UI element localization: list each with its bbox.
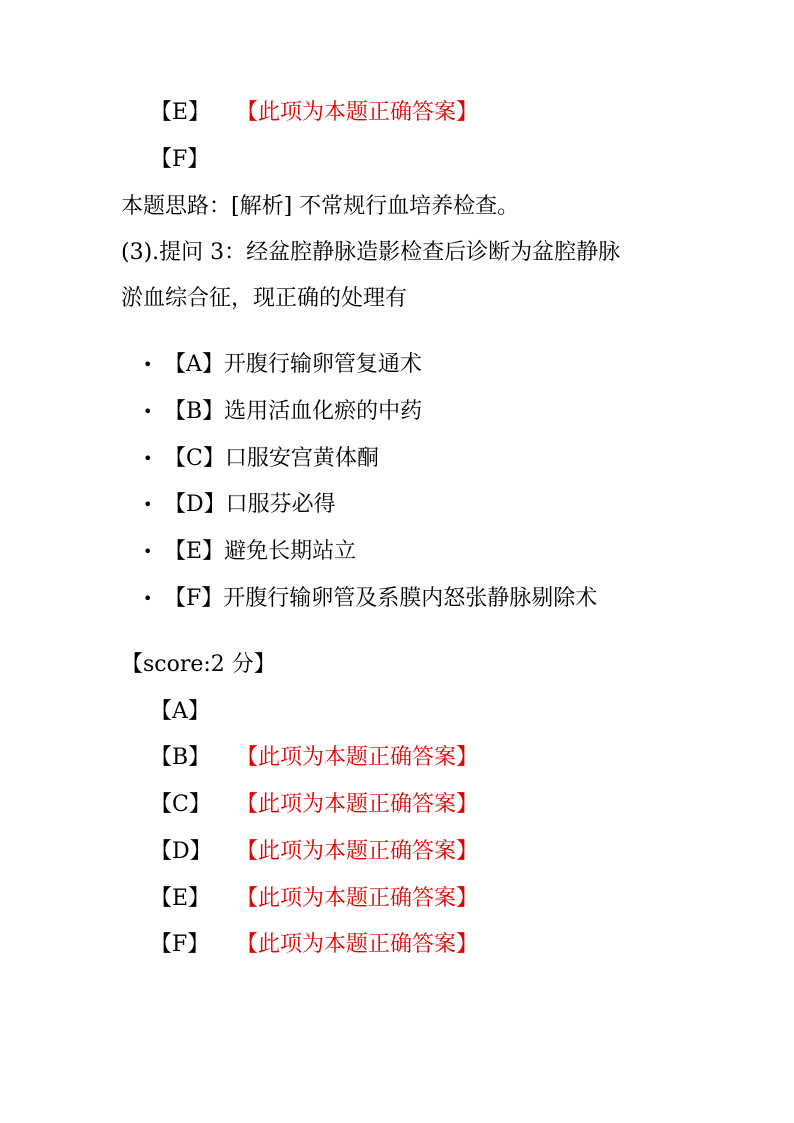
answer-label: 【C】 [150,792,211,817]
correct-answer-note: 【此项为本题正确答案】 [236,839,479,864]
answer-row-c [150,790,570,820]
option-label: 【E】 [164,539,225,564]
option-label: 【D】 [164,492,226,517]
option-label: 【B】 [164,399,225,424]
answer-row-e [150,884,570,914]
list-item [0,350,794,380]
question-line-2: 淤血综合征，现正确的处理有 [121,286,408,311]
option-text: 口服安宫黄体酮 [224,446,379,471]
correct-answer-note: 【此项为本题正确答案】 [236,792,479,817]
option-label: 【F】 [164,586,224,611]
list-item [0,490,794,520]
answer-label: 【A】 [150,699,210,724]
bullet-icon: • [143,542,153,561]
answer-label: 【E】 [150,100,211,125]
answer-row-b [150,743,570,773]
answer-row-d [150,837,570,867]
answer-label: 【F】 [150,932,210,957]
list-item [0,584,794,614]
explanation-text: 本题思路：[解析] 不常规行血培养检查。 [121,194,520,219]
correct-answer-note: 【此项为本题正确答案】 [236,100,479,125]
list-item [0,444,794,474]
correct-answer-note: 【此项为本题正确答案】 [236,932,479,957]
option-text: 避免长期站立 [224,539,357,564]
score-label: 【score:2 分】 [121,652,276,677]
answer-row-f [150,930,570,960]
option-text: 选用活血化瘀的中药 [224,399,423,424]
answer-label: 【E】 [150,886,211,911]
bullet-icon: • [143,402,153,421]
answer-label: 【F】 [150,147,210,172]
answer-row-a [150,697,570,727]
answer-label: 【B】 [150,745,211,770]
list-item [0,537,794,567]
bullet-icon: • [143,589,153,608]
option-label: 【C】 [164,446,225,471]
correct-answer-note: 【此项为本题正确答案】 [236,886,479,911]
list-item [0,397,794,427]
bullet-icon: • [143,355,153,374]
bullet-icon: • [143,495,153,514]
question-line-1: (3).提问 3：经盆腔静脉造影检查后诊断为盆腔静脉 [121,240,621,265]
option-text: 口服芬必得 [225,492,336,517]
prev-answer-row-e [150,98,570,128]
answer-label: 【D】 [150,839,212,864]
prev-answer-row-f [150,145,570,175]
correct-answer-note: 【此项为本题正确答案】 [236,745,479,770]
bullet-icon: • [143,449,153,468]
option-label: 【A】 [164,352,224,377]
option-text: 开腹行输卵管及系膜内怒张静脉剔除术 [223,586,598,611]
option-text: 开腹行输卵管复通术 [223,352,422,377]
